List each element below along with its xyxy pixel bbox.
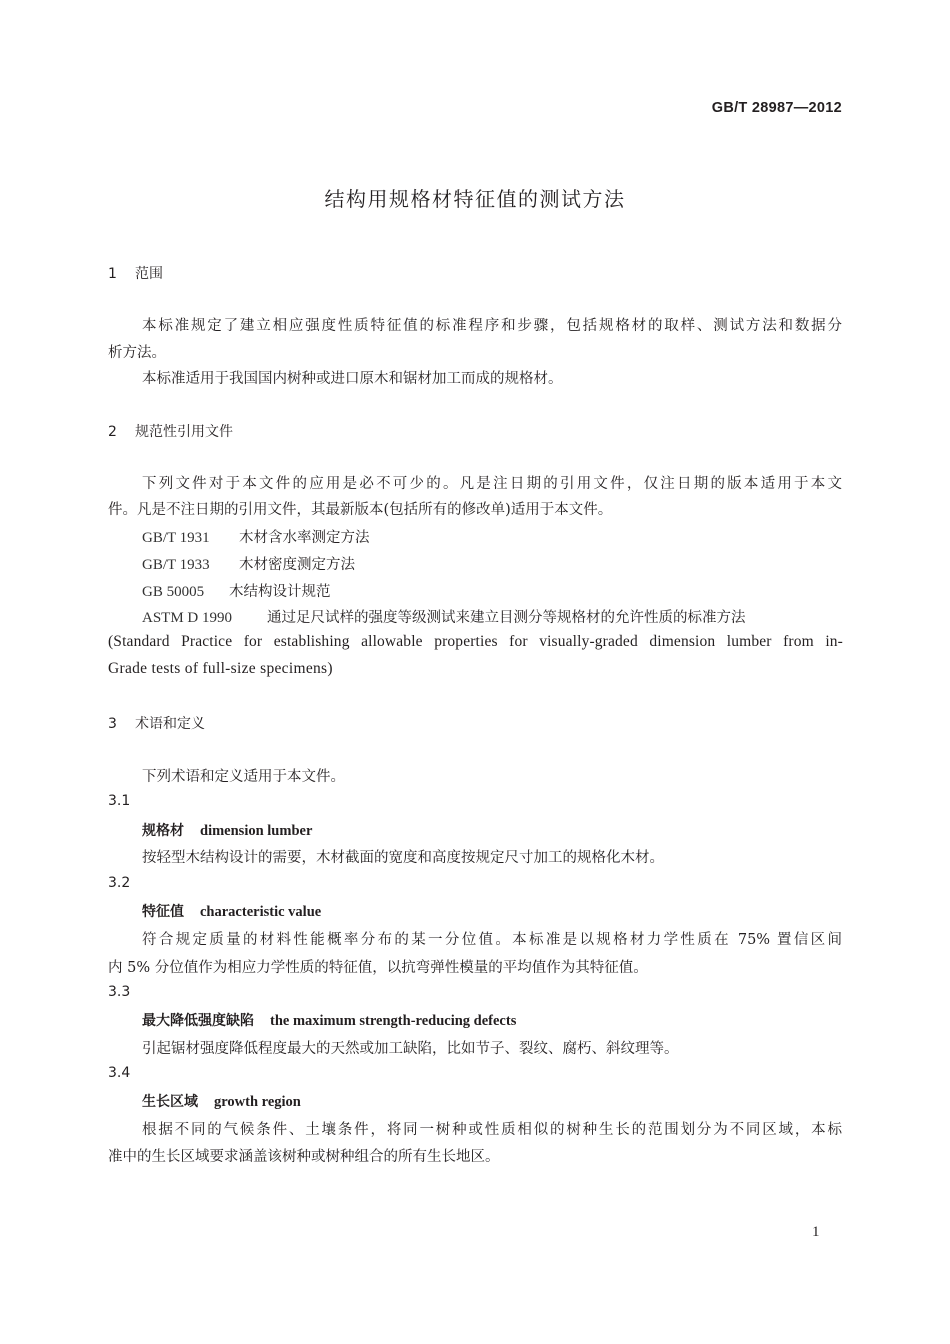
term-entry: [142, 820, 312, 840]
term-entry: [142, 1091, 301, 1111]
term-definition: 准中的生长区域要求涵盖该树种或树种组合的所有生长地区。: [108, 1149, 500, 1165]
term-entry: [142, 901, 321, 921]
reference-title: 木材含水率测定方法: [239, 530, 370, 546]
term-english: the maximum strength-reducing defects: [270, 1013, 517, 1029]
paragraph-line: 下列术语和定义适用于本文件。: [142, 769, 345, 785]
reference-code: GB/T 1933: [142, 557, 210, 573]
reference-code: GB/T 1931: [142, 530, 210, 546]
term-number: 3.4: [108, 1065, 131, 1081]
reference-english-title: (Standard Practice for establishing allowable properties for visually-graded dimension lumber from in-: [108, 633, 843, 650]
term-english: growth region: [214, 1094, 301, 1110]
section-number: 2: [108, 424, 117, 440]
section-title: 术语和定义: [135, 716, 205, 732]
reference-english-title: Grade tests of full-size specimens): [108, 660, 333, 677]
reference-item: [142, 580, 331, 601]
term-definition: 内 5% 分位值作为相应力学性质的特征值，以抗弯弹性模量的平均值作为其特征值。: [108, 960, 648, 976]
reference-title: 通过足尺试样的强度等级测试来建立目测分等规格材的允许性质的标准方法: [267, 610, 746, 626]
term-entry: [142, 1010, 516, 1030]
term-chinese: 特征值: [142, 904, 184, 920]
section-1-heading: [108, 263, 163, 283]
section-title: 规范性引用文件: [135, 424, 233, 440]
section-number: 3: [108, 716, 117, 732]
term-english: characteristic value: [200, 904, 322, 920]
reference-title: 木结构设计规范: [229, 584, 331, 600]
term-chinese: 最大降低强度缺陷: [142, 1013, 254, 1029]
paragraph-line: 下列文件对于本文件的应用是必不可少的。凡是注日期的引用文件，仅注日期的版本适用于本文: [142, 476, 842, 492]
term-chinese: 生长区域: [142, 1094, 198, 1110]
section-title: 范围: [135, 266, 163, 282]
section-2-heading: [108, 421, 233, 441]
reference-code: GB 50005: [142, 584, 205, 600]
paragraph-line: 析方法。: [108, 345, 166, 361]
standard-code: GB/T 28987—2012: [711, 100, 842, 116]
reference-item: [142, 606, 746, 627]
reference-title: 木材密度测定方法: [239, 557, 355, 573]
term-chinese: 规格材: [142, 823, 184, 839]
reference-item: [142, 526, 370, 547]
paragraph-line: 本标准适用于我国国内树种或进口原木和锯材加工而成的规格材。: [142, 371, 563, 387]
section-3-heading: [108, 713, 205, 733]
term-definition: 引起锯材强度降低程度最大的天然或加工缺陷，比如节子、裂纹、腐朽、斜纹理等。: [142, 1041, 679, 1057]
paragraph-line: 件。凡是不注日期的引用文件，其最新版本(包括所有的修改单)适用于本文件。: [108, 502, 613, 518]
term-number: 3.1: [108, 793, 131, 809]
term-definition: 符合规定质量的材料性能概率分布的某一分位值。本标准是以规格材力学性质在 75% 置信区间: [142, 932, 842, 948]
term-definition: 按轻型木结构设计的需要，木材截面的宽度和高度按规定尺寸加工的规格化木材。: [142, 850, 664, 866]
term-definition: 根据不同的气候条件、土壤条件，将同一树种或性质相似的树种生长的范围划分为不同区域，本标: [142, 1122, 842, 1138]
term-number: 3.2: [108, 875, 131, 891]
paragraph-line: 本标准规定了建立相应强度性质特征值的标准程序和步骤，包括规格材的取样、测试方法和数据分: [142, 318, 842, 334]
reference-code: ASTM D 1990: [142, 610, 233, 626]
term-english: dimension lumber: [200, 823, 313, 839]
section-number: 1: [108, 266, 117, 282]
reference-item: [142, 553, 355, 574]
page-number: 1: [812, 1224, 820, 1240]
term-number: 3.3: [108, 984, 131, 1000]
document-title: 结构用规格材特征值的测试方法: [324, 187, 626, 211]
